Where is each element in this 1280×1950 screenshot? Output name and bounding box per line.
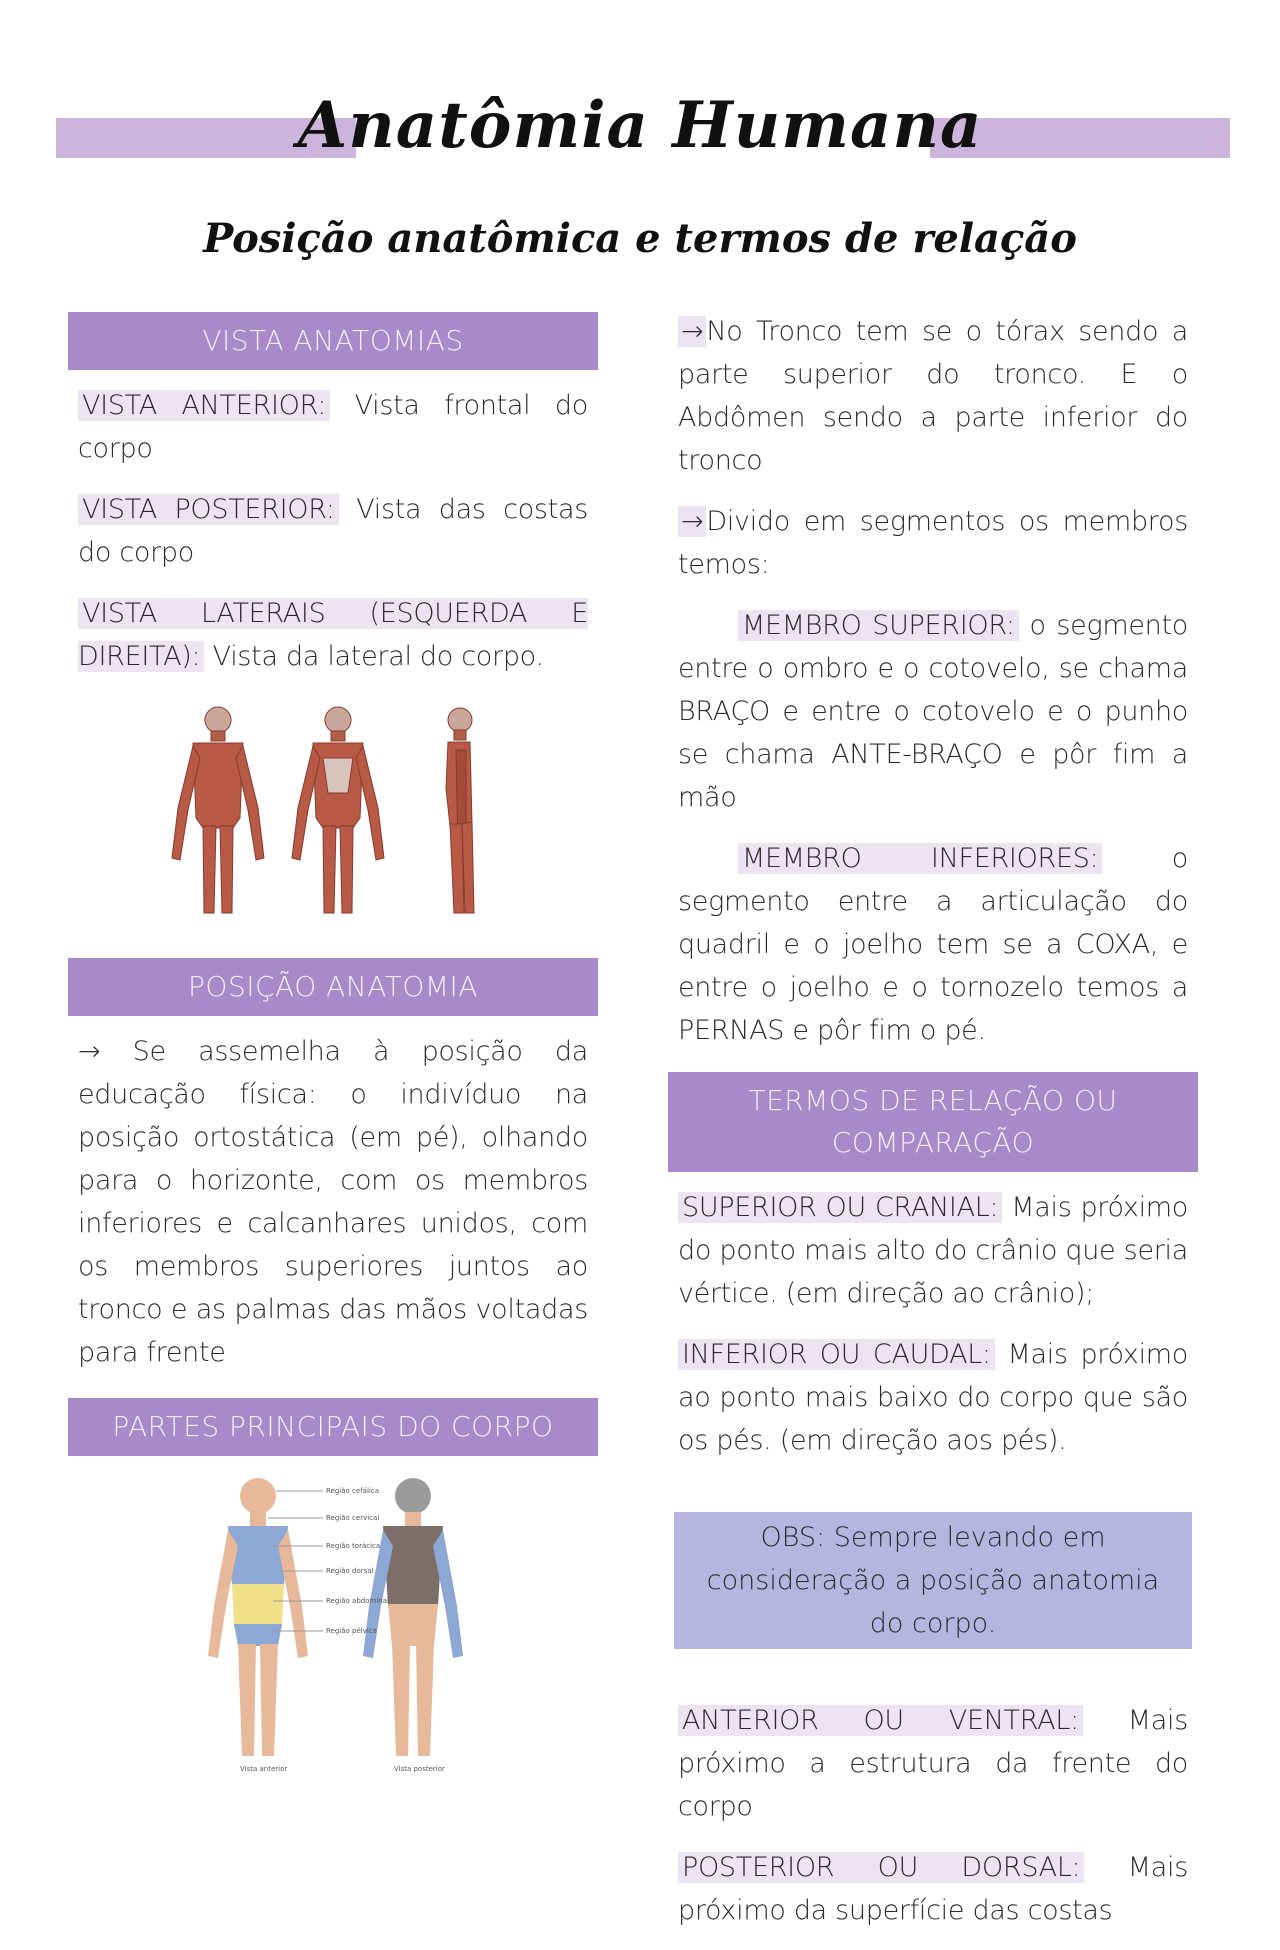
termo-superior-text: Mais próximo do ponto mais alto do crânio que seria vértice. (em direção ao crânio); xyxy=(678,1192,1189,1309)
vista-posterior-text: Vista das costas do corpo xyxy=(78,494,588,568)
termo-superior-term: SUPERIOR OU CRANIAL: xyxy=(678,1192,1002,1223)
body-anterior xyxy=(208,1478,308,1756)
membro-superior-text: o segmento entre o ombro e o cotovelo, se chama BRAÇO e entre o cotovelo e o punho se chama ANTE-BRAÇO e pôr fim a mão xyxy=(678,610,1188,813)
label-dorsal: Região dorsal xyxy=(326,1567,374,1575)
arrow-icon: → xyxy=(678,506,706,537)
membro-superior xyxy=(678,604,1188,819)
termo-posterior-term: POSTERIOR OU DORSAL: xyxy=(678,1852,1084,1883)
termos-heading: TERMOS DE RELAÇÃO OU COMPARAÇÃO xyxy=(668,1072,1198,1172)
vista-posterior xyxy=(78,488,588,574)
tronco-text: No Tronco tem se o tórax sendo a parte superior do tronco. E o Abdômen sendo a parte inferior do tronco xyxy=(678,316,1188,476)
membros-paragraph xyxy=(678,500,1188,586)
body-regions-image xyxy=(68,1466,598,1776)
termo-posterior-text: Mais próximo da superfície das costas xyxy=(678,1852,1188,1926)
termo-superior xyxy=(678,1186,1188,1315)
termo-inferior-term: INFERIOR OU CAUDAL: xyxy=(678,1339,995,1370)
termo-anterior-text: Mais próximo a estrutura da frente do corpo xyxy=(678,1705,1188,1822)
vista-anterior xyxy=(78,384,588,470)
page-subtitle: Posição anatômica e termos de relação xyxy=(203,215,1077,262)
vista-anterior-text: Vista frontal do corpo xyxy=(78,390,588,464)
arrow-icon: → xyxy=(678,316,706,347)
caption-posterior: Vista posterior xyxy=(394,1765,445,1773)
vista-heading: VISTA ANATOMIAS xyxy=(68,312,598,370)
tronco-paragraph xyxy=(678,310,1188,482)
posicao-heading: POSIÇÃO ANATOMIA xyxy=(68,958,598,1016)
figure-anterior xyxy=(172,707,264,913)
vista-anterior-term: VISTA ANTERIOR: xyxy=(78,390,330,421)
muscle-figures-image xyxy=(68,698,598,928)
figure-lateral xyxy=(446,708,474,913)
label-toracica: Região torácica xyxy=(326,1542,381,1550)
termo-posterior xyxy=(678,1846,1188,1932)
membros-text: Divido em segmentos os membros temos: xyxy=(678,506,1188,580)
vista-laterais-text: Vista da lateral do corpo. xyxy=(204,641,544,672)
membro-superior-term: MEMBRO SUPERIOR: xyxy=(738,610,1019,641)
left-column xyxy=(68,312,598,1776)
label-cefalica: Região cefálica xyxy=(326,1487,379,1495)
page-title: Anatômia Humana xyxy=(297,88,983,163)
right-column xyxy=(668,310,1198,1950)
partes-heading: PARTES PRINCIPAIS DO CORPO xyxy=(68,1398,598,1456)
caption-anterior: Vista anterior xyxy=(240,1765,288,1773)
posicao-text: → Se assemelha à posição da educação física: o indivíduo na posição ortostática (em pé), olhando para o horizonte, com os membros inferiores e calcanhares unidos, com os membros superiores juntos ao tronco e as palmas das mãos voltadas para frente xyxy=(78,1036,588,1368)
membro-inferior-term: MEMBRO INFERIORES: xyxy=(738,843,1102,874)
vista-posterior-term: VISTA POSTERIOR: xyxy=(78,494,339,525)
vista-laterais xyxy=(78,592,588,678)
label-cervical: Região cervical xyxy=(326,1514,380,1522)
membro-inferior-text: o segmento entre a articulação do quadril e o joelho tem se a COXA, e entre o joelho e o tornozelo temos a PERNAS e pôr fim o pé. xyxy=(678,843,1188,1046)
termo-inferior-text: Mais próximo ao ponto mais baixo do corpo que são os pés. (em direção aos pés). xyxy=(678,1339,1188,1456)
obs-box: OBS: Sempre levando em consideração a posição anatomia do corpo. xyxy=(674,1512,1192,1649)
termo-inferior xyxy=(678,1333,1188,1462)
termo-anterior-term: ANTERIOR OU VENTRAL: xyxy=(678,1705,1083,1736)
figure-posterior xyxy=(292,707,384,913)
label-pelvica: Região pélvica xyxy=(326,1627,377,1635)
label-abdominal: Região abdominal xyxy=(326,1597,389,1605)
vista-laterais-term: VISTA LATERAIS (ESQUERDA E DIREITA): xyxy=(78,598,588,672)
membro-inferior xyxy=(678,837,1188,1052)
termo-anterior xyxy=(678,1699,1188,1828)
